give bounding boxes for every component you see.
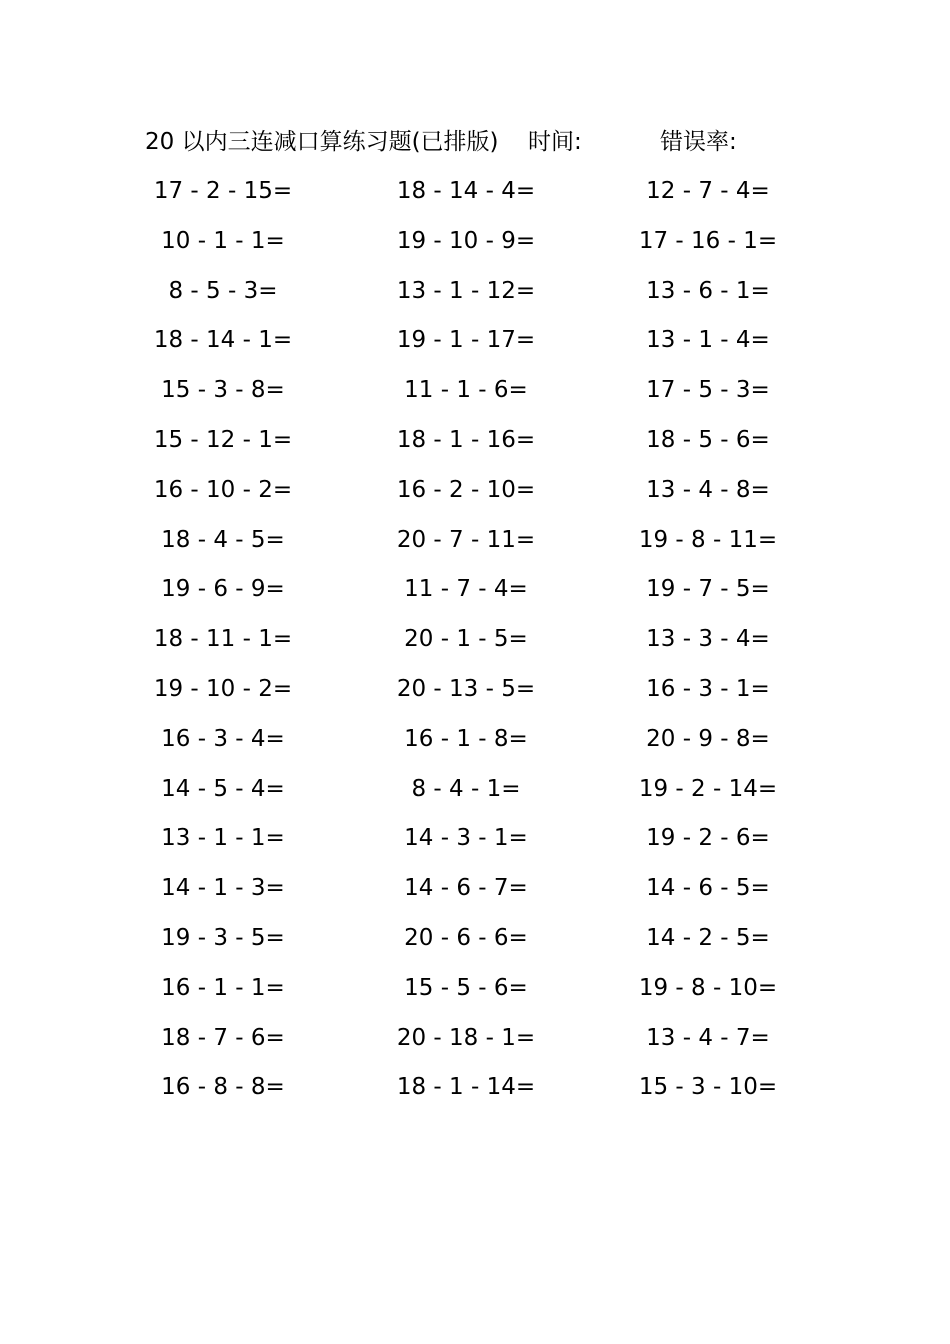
problem-item: 11 - 1 - 6= [404,377,528,404]
problem-item: 15 - 5 - 6= [404,974,528,1001]
problem-row [0,918,950,968]
problem-item: 19 - 2 - 14= [638,775,778,802]
problem-row [0,818,950,868]
problem-row [0,420,950,470]
problem-item: 16 - 1 - 1= [161,974,285,1001]
problem-item: 17 - 5 - 3= [646,377,770,404]
problem-item: 19 - 1 - 17= [396,327,536,354]
problem-row [0,968,950,1018]
worksheet-header [145,124,845,160]
problem-item: 19 - 8 - 11= [638,526,778,553]
problem-row [0,1067,950,1117]
problem-item: 20 - 13 - 5= [396,675,536,702]
problem-item: 19 - 8 - 10= [638,974,778,1001]
problem-row [0,520,950,570]
problem-item: 13 - 1 - 12= [396,277,536,304]
problem-item: 18 - 14 - 1= [153,327,293,354]
problem-item: 18 - 11 - 1= [153,626,293,653]
problem-item: 18 - 7 - 6= [161,1024,285,1051]
problem-item: 18 - 1 - 14= [396,1074,536,1101]
problem-item: 13 - 4 - 7= [646,1024,770,1051]
problem-item: 17 - 16 - 1= [638,227,778,254]
problem-item: 13 - 6 - 1= [646,277,770,304]
problem-item: 13 - 1 - 4= [646,327,770,354]
problem-item: 14 - 6 - 5= [646,875,770,902]
problem-item: 19 - 10 - 9= [396,227,536,254]
problem-item: 20 - 9 - 8= [646,725,770,752]
problem-row [0,619,950,669]
problem-item: 16 - 8 - 8= [161,1074,285,1101]
problem-item: 14 - 5 - 4= [161,775,285,802]
worksheet-title: 20 以内三连减口算练习题(已排版) [145,129,499,155]
problem-item: 15 - 3 - 8= [161,377,285,404]
problem-item: 18 - 1 - 16= [396,426,536,453]
problem-item: 19 - 2 - 6= [646,825,770,852]
problem-item: 10 - 1 - 1= [161,227,285,254]
problem-item: 16 - 10 - 2= [153,476,293,503]
problem-item: 20 - 18 - 1= [396,1024,536,1051]
problem-item: 13 - 1 - 1= [161,825,285,852]
problem-item: 14 - 2 - 5= [646,924,770,951]
problem-row [0,370,950,420]
problem-item: 8 - 4 - 1= [411,775,521,802]
problem-item: 14 - 1 - 3= [161,875,285,902]
problem-item: 15 - 12 - 1= [153,426,293,453]
error-rate-label: 错误率: [660,129,737,155]
problem-item: 18 - 5 - 6= [646,426,770,453]
problem-item: 13 - 3 - 4= [646,626,770,653]
problem-item: 17 - 2 - 15= [153,178,293,204]
problem-item: 18 - 4 - 5= [161,526,285,553]
problem-item: 20 - 6 - 6= [404,924,528,951]
problem-item: 16 - 3 - 1= [646,675,770,702]
problem-row [0,171,950,221]
problem-item: 20 - 1 - 5= [404,626,528,653]
problem-item: 14 - 6 - 7= [404,875,528,902]
problem-row [0,769,950,819]
problem-item: 13 - 4 - 8= [646,476,770,503]
problem-item: 18 - 14 - 4= [396,178,536,204]
problem-row [0,271,950,321]
problem-row [0,221,950,271]
problem-row [0,669,950,719]
problem-row [0,320,950,370]
problem-row [0,569,950,619]
problem-item: 16 - 2 - 10= [396,476,536,503]
problem-item: 19 - 6 - 9= [161,576,285,603]
problem-item: 8 - 5 - 3= [168,277,278,304]
problem-row [0,719,950,769]
problem-item: 11 - 7 - 4= [404,576,528,603]
problem-item: 19 - 10 - 2= [153,675,293,702]
problem-grid [0,171,950,1117]
time-label: 时间: [528,129,582,155]
problem-item: 16 - 3 - 4= [161,725,285,752]
problem-item: 19 - 3 - 5= [161,924,285,951]
problem-row [0,868,950,918]
problem-row [0,470,950,520]
problem-item: 15 - 3 - 10= [638,1074,778,1101]
problem-item: 20 - 7 - 11= [396,526,536,553]
problem-item: 16 - 1 - 8= [404,725,528,752]
problem-item: 19 - 7 - 5= [646,576,770,603]
problem-item: 12 - 7 - 4= [646,178,770,204]
problem-row [0,1018,950,1068]
problem-item: 14 - 3 - 1= [404,825,528,852]
